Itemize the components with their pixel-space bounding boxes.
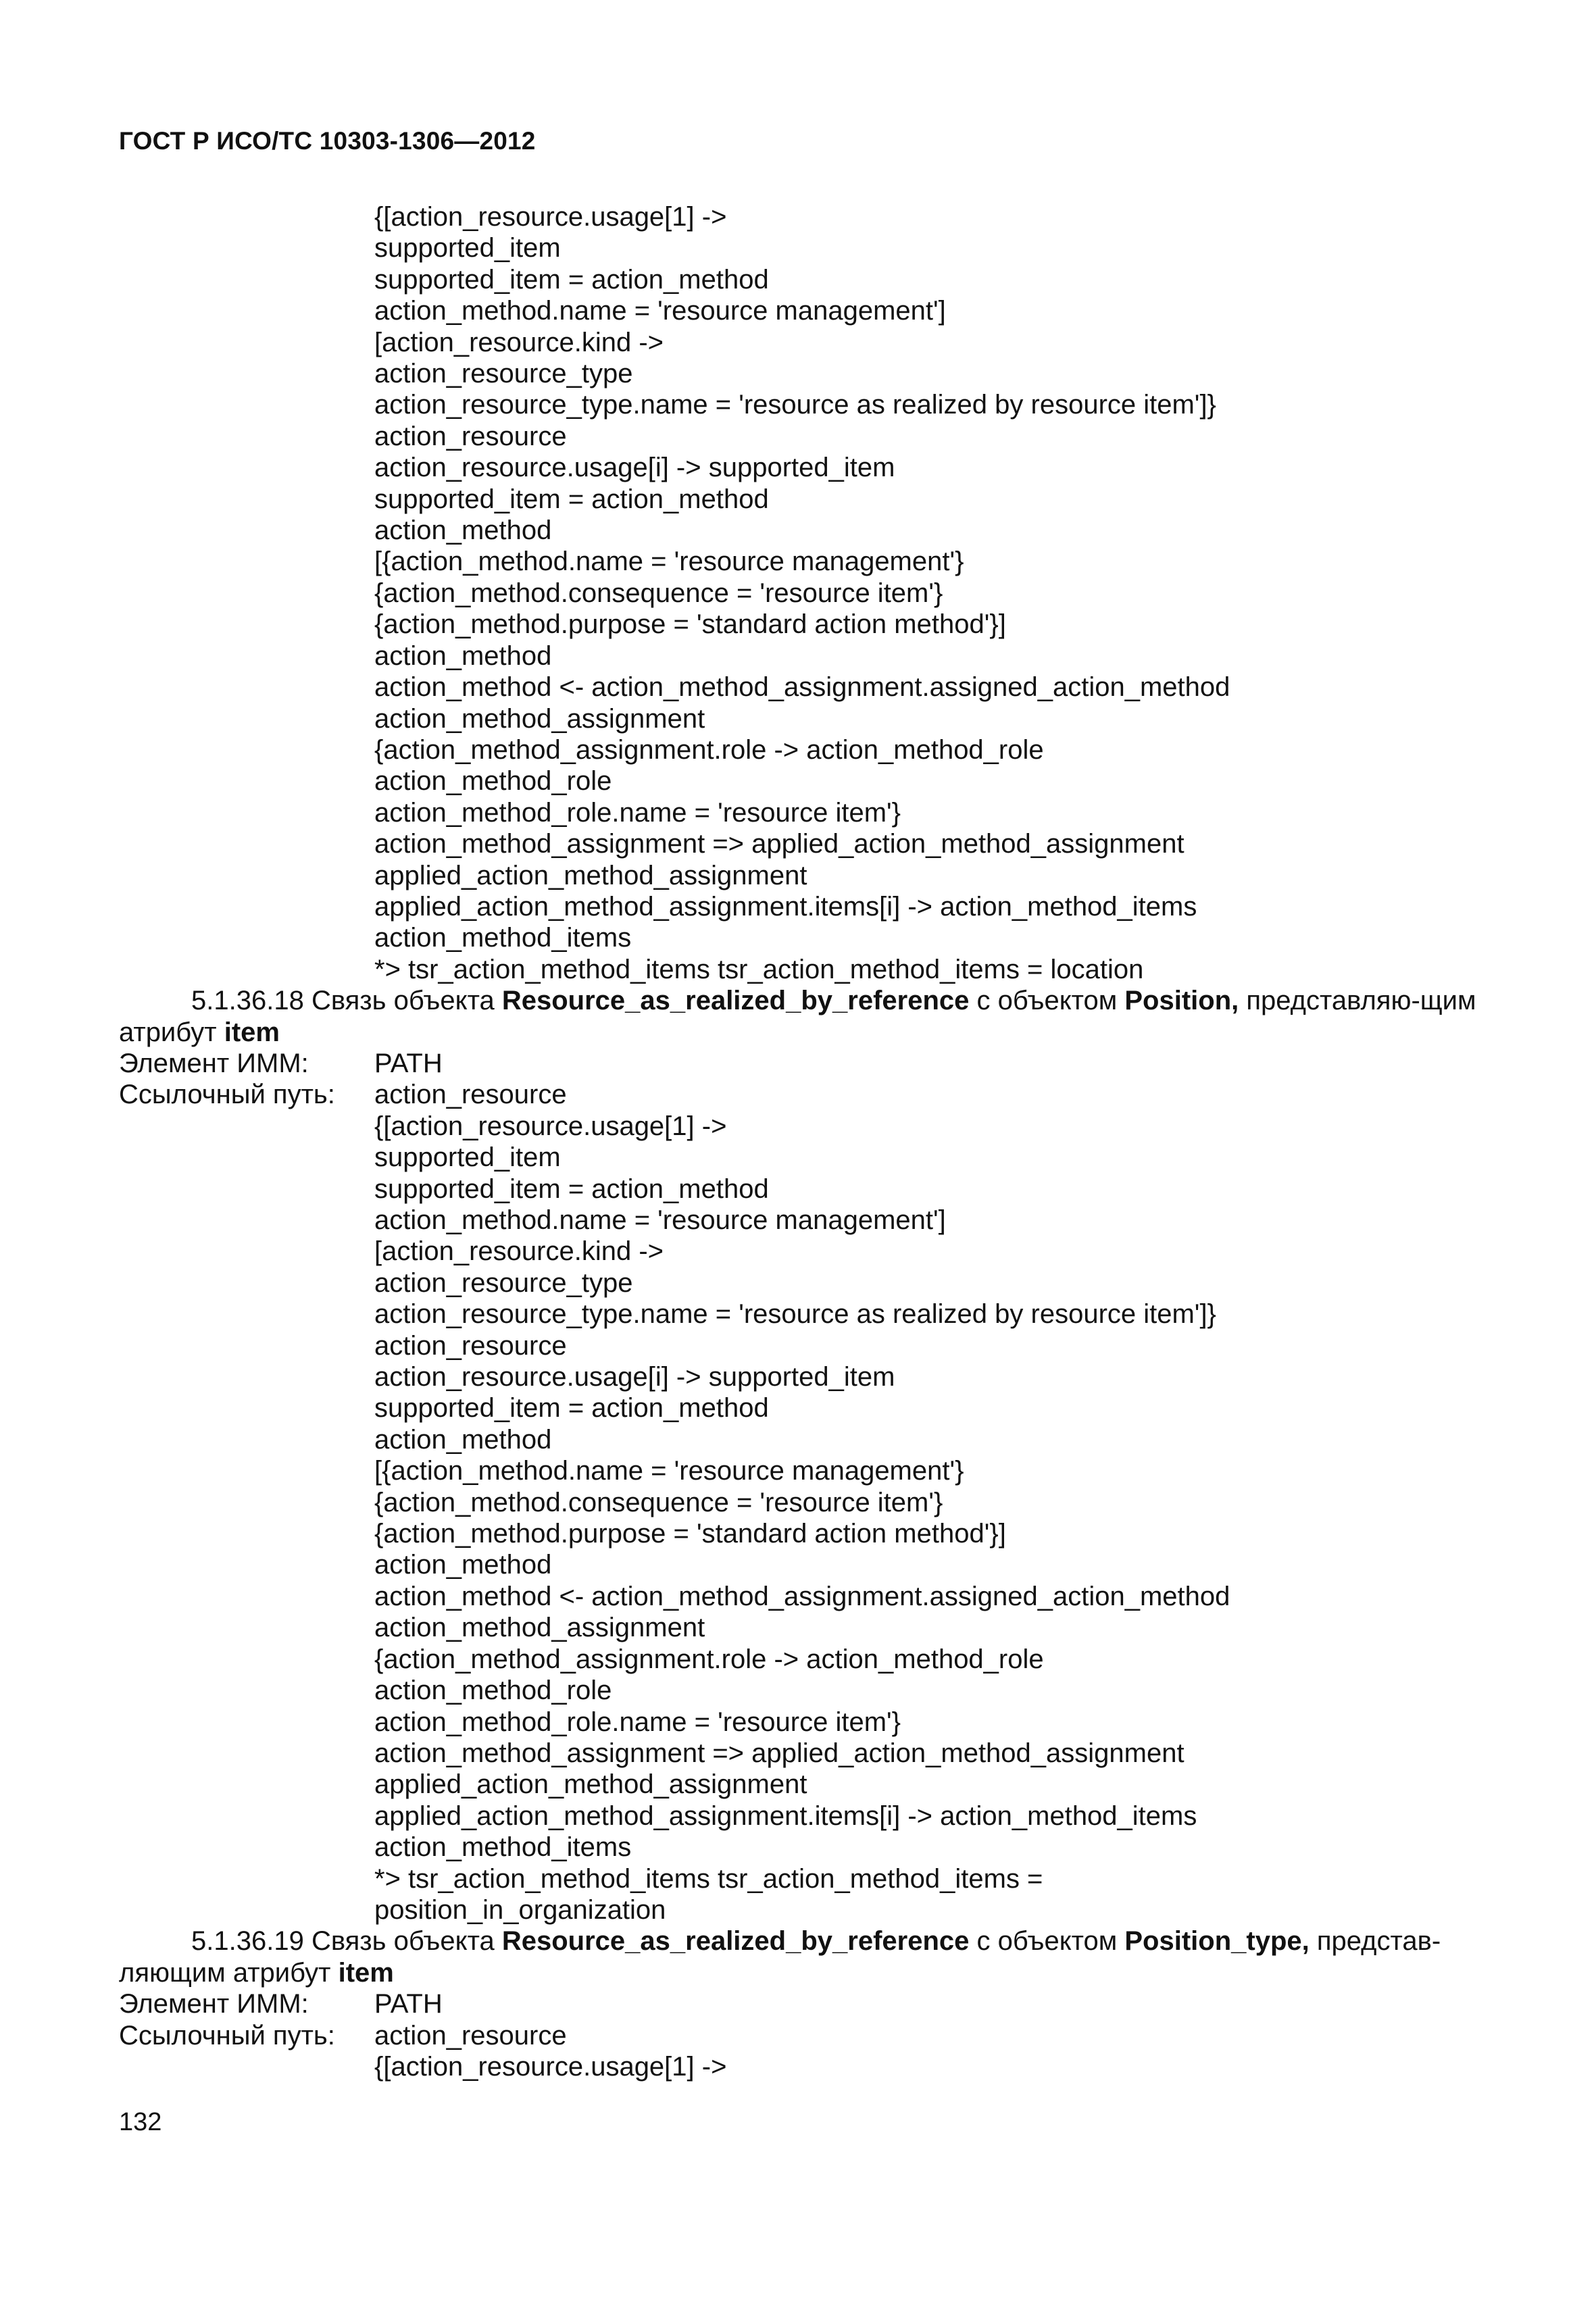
code-line: action_resource.usage[i] -> supported_item [374,453,895,483]
code-line: [action_resource.kind -> [374,1236,664,1267]
code-line: supported_item = action_method [374,1174,769,1204]
imm-element-value: PATH [374,1989,443,2019]
section-text: с объектом [969,1926,1125,1957]
code-line: action_method.name = 'resource management'] [374,1205,946,1235]
code-line: {action_method.purpose = 'standard action method'}] [374,1519,1006,1549]
code-line: applied_action_method_assignment [374,1769,807,1800]
code-line: action_method [374,515,552,546]
attribute-name: item [224,1017,280,1047]
code-line: action_method <- action_method_assignment.assigned_action_method [374,1581,1230,1611]
code-line: action_method [374,1424,552,1455]
code-line: action_method_role [374,1676,612,1706]
code-line: [{action_method.name = 'resource management'} [374,1456,964,1486]
code-line: action_resource_type [374,359,633,389]
code-line: action_method [374,640,552,671]
section-text: с объектом [969,986,1125,1016]
attribute-name: item [338,1957,394,1988]
section-text: представ-ляющим атрибут [119,1926,1441,1988]
code-line: action_method_role [374,766,612,797]
code-line: *> tsr_action_method_items tsr_action_method_items = location [374,954,1144,984]
code-line: applied_action_method_assignment.items[i] -> action_method_items [374,891,1197,922]
code-line: supported_item [374,1142,561,1173]
code-line: supported_item = action_method [374,484,769,514]
reference-path-block-3 [119,2051,1477,2082]
code-line: supported_item = action_method [374,264,769,295]
code-line: action_method_role.name = 'resource item'} [374,797,901,828]
reference-path-block-2 [119,1111,1477,1926]
section-5-1-36-18 [119,985,1477,1048]
code-line: action_resource [374,1330,567,1361]
section-number: 5.1.36.19 [191,1926,304,1957]
imm-element-row [119,1048,1477,1079]
code-line: action_method_role.name = 'resource item'} [374,1707,901,1737]
code-line: {[action_resource.usage[1] -> [374,1111,727,1141]
section-text: Связь объекта [303,1926,502,1957]
imm-element-label: Элемент ИММ: [119,1048,309,1078]
reference-path-label: Ссылочный путь: [119,1080,335,1110]
code-line: supported_item = action_method [374,1393,769,1424]
code-line: {action_method_assignment.role -> action_method_role [374,734,1044,765]
code-line: action_method <- action_method_assignment.assigned_action_method [374,672,1230,703]
code-line: action_method.name = 'resource management'] [374,296,946,326]
imm-element-label: Элемент ИММ: [119,1989,309,2019]
code-line: {[action_resource.usage[1] -> [374,2051,727,2082]
code-line: action_resource_type.name = 'resource as realized by resource item']} [374,390,1216,420]
code-line: action_resource.usage[i] -> supported_item [374,1362,895,1392]
reference-path-label: Ссылочный путь: [119,2020,335,2051]
code-line: [{action_method.name = 'resource management'} [374,547,964,577]
page-number: 132 [119,2108,162,2136]
code-line: *> tsr_action_method_items tsr_action_method_items = [374,1863,1043,1894]
code-line: action_method [374,1550,552,1580]
code-line: {action_method_assignment.role -> action_method_role [374,1644,1044,1674]
page-content [119,201,1477,2082]
reference-path-block-1 [119,201,1477,985]
section-number: 5.1.36.18 [191,986,304,1016]
code-line: action_method_assignment [374,1613,705,1643]
code-line: supported_item [374,233,561,263]
section-text: Связь объекта [303,986,502,1016]
document-header: ГОСТ Р ИСО/ТС 10303-1306—2012 [119,127,536,155]
code-line: action_method_items [374,1832,632,1863]
code-line: {action_method.consequence = 'resource item'} [374,578,943,608]
code-line: position_in_organization [374,1894,666,1925]
imm-element-value: PATH [374,1048,443,1078]
reference-path-first-line: action_resource [374,2020,567,2051]
target-entity-name: Position, [1124,986,1239,1016]
target-entity-name: Position_type, [1124,1926,1310,1957]
code-line: action_method_assignment => applied_action_method_assignment [374,1738,1184,1768]
reference-path-row [119,2020,1477,2051]
entity-name: Resource_as_realized_by_reference [501,1926,970,1957]
code-line: {[action_resource.usage[1] -> [374,202,727,232]
reference-path-row [119,1079,1477,1110]
code-line: action_method_items [374,923,632,953]
code-line: action_resource_type [374,1267,633,1298]
code-line: action_resource [374,421,567,451]
reference-path-first-line: action_resource [374,1080,567,1110]
section-text: представляю-щим атрибут [119,986,1476,1047]
code-line: action_method_assignment => applied_action_method_assignment [374,829,1184,859]
code-line: applied_action_method_assignment.items[i] -> action_method_items [374,1801,1197,1831]
section-5-1-36-19 [119,1926,1477,1988]
code-line: action_resource_type.name = 'resource as realized by resource item']} [374,1299,1216,1330]
code-line: [action_resource.kind -> [374,327,664,357]
code-line: applied_action_method_assignment [374,860,807,890]
code-line: {action_method.purpose = 'standard action method'}] [374,609,1006,640]
entity-name: Resource_as_realized_by_reference [501,986,970,1016]
imm-element-row [119,1988,1477,2019]
code-line: {action_method.consequence = 'resource item'} [374,1487,943,1517]
code-line: action_method_assignment [374,703,705,734]
